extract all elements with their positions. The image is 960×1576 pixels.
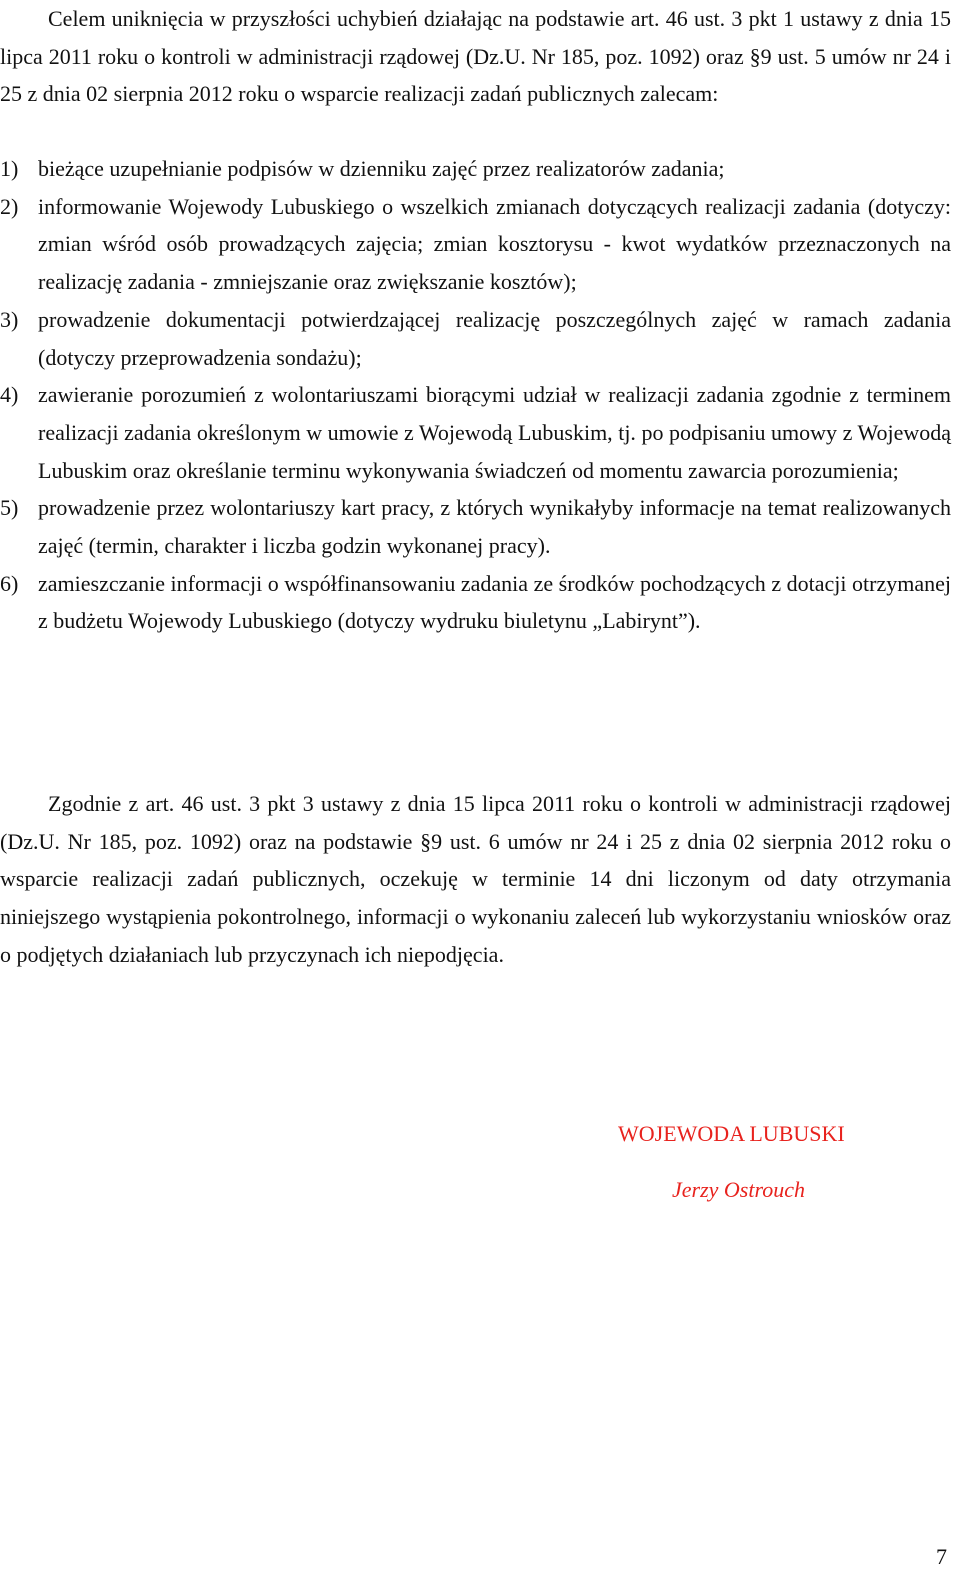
list-item-text: zamieszczanie informacji o współfinansowaniu zadania ze środków pochodzących z dotacji otrzymanej z budżetu Wojewody Lubuskiego (dotyczy wydruku biuletynu „Labirynt”). xyxy=(38,570,951,634)
page-number: 7 xyxy=(936,1544,947,1569)
closing-paragraph: Zgodnie z art. 46 ust. 3 pkt 3 ustawy z dnia 15 lipca 2011 roku o kontroli w administracji rządowej (Dz.U. Nr 185, poz. 1092) oraz na podstawie §9 ust. 6 umów nr 24 i 25 z dnia 02 sierpnia 2012 roku o wsparcie realizacji zadań publicznych, oczekuję w terminie 14 dni liczonym od daty otrzymania niniejszego wystąpienia pokontrolnego, informacji o wykonaniu zaleceń lub wykorzystaniu wniosków oraz o podjętych działaniach lub przyczynach ich niepodjęcia. xyxy=(0,791,951,967)
list-item xyxy=(0,565,951,640)
signature-name: Jerzy Ostrouch xyxy=(672,1177,805,1202)
list-item-text: zawieranie porozumień z wolontariuszami biorącymi udział w realizacji zadania zgodnie z terminem realizacji zadania określonym w umowie z Wojewodą Lubuskim, tj. po podpisaniu umowy z Wojewodą Lubuskim oraz określanie terminu wykonywania świadczeń od momentu zawarcia porozumienia; xyxy=(38,382,951,483)
list-item-text: informowanie Wojewody Lubuskiego o wszelkich zmianach dotyczących realizacji zadania (dotyczy: zmian wśród osób prowadzących zajęcia; zmian kosztorysu - kwot wydatków przeznaczonych na realizację zadania - zmniejszanie oraz zwiększanie kosztów); xyxy=(38,193,951,295)
list-item-text: bieżące uzupełnianie podpisów w dzienniku zajęć przez realizatorów zadania; xyxy=(38,156,725,181)
list-item-text: prowadzenie dokumentacji potwierdzającej realizację poszczególnych zajęć w ramach zadania (dotyczy przeprowadzenia sondażu); xyxy=(38,306,951,370)
list-item-number: 3) xyxy=(0,306,19,332)
list-item xyxy=(0,150,951,188)
list-item xyxy=(0,489,951,564)
list-item-number: 5) xyxy=(0,495,19,521)
list-item-number: 2) xyxy=(0,193,19,219)
list-item xyxy=(0,301,951,376)
list-item-text: prowadzenie przez wolontariuszy kart pracy, z których wynikałyby informacje na temat realizowanych zajęć (termin, charakter i liczba godzin wykonanej pracy). xyxy=(38,495,951,559)
list-item xyxy=(0,376,951,489)
signature-title: WOJEWODA LUBUSKI xyxy=(618,1121,845,1146)
intro-paragraph: Celem uniknięcia w przyszłości uchybień działając na podstawie art. 46 ust. 3 pkt 1 ustawy z dnia 15 lipca 2011 roku o kontroli w administracji rządowej (Dz.U. Nr 185, poz. 1092) oraz §9 ust. 5 umów nr 24 i 25 z dnia 02 sierpnia 2012 roku o wsparcie realizacji zadań publicznych zalecam: xyxy=(0,6,951,107)
list-item-number: 1) xyxy=(0,156,19,181)
list-item-number: 4) xyxy=(0,382,19,408)
list-item xyxy=(0,188,951,301)
list-item-number: 6) xyxy=(0,570,19,596)
recommendations-list xyxy=(0,150,951,640)
